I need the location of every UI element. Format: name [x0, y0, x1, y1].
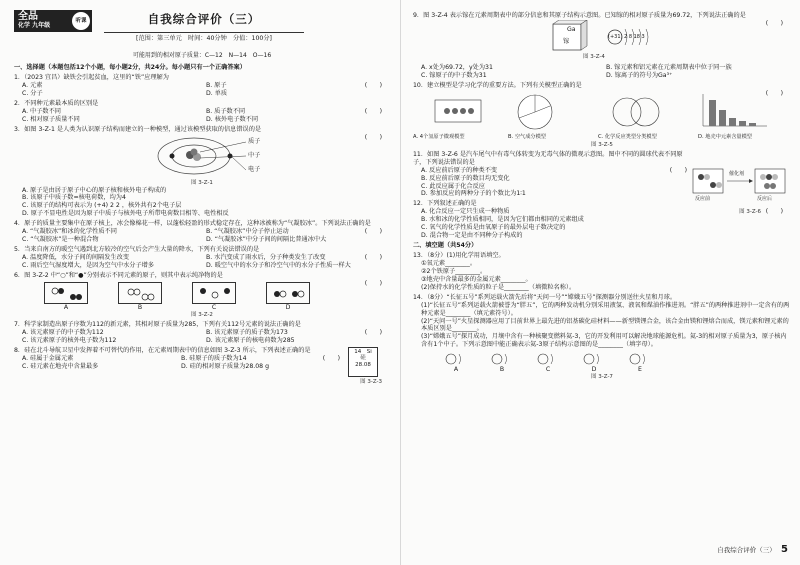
model-label-d: D. 地壳中元素含量模型: [698, 133, 752, 140]
question-5: 5．当来自南方的暖空气遇到北方较冷的空气后会产生大量的降水，下列有关说法错误的是 ( ) A. 温度降低，水分子间的间隔发生改变 B. 水汽变成了雨水后，分子种类发生了改变 C. 雨后空气湿度增大，是因为空气中水分子增多 D. 暖空气中的水分子和冷空气中的水分子性质一样大: [14, 246, 382, 269]
figure-caption-3z7: 图 3-Z-7: [591, 374, 613, 381]
model-label-b: B. 空气成分模型: [508, 133, 546, 140]
question-6: 6．图 3-Z-2 中“○”和“●”分别表示不同元素的原子，则其中表示纯净物的是 ( ) A B C D 图 3-Z-2: [14, 272, 390, 319]
question-3: 3．如图 3-Z-1 是人类为认识原子结构而建立的一种模型，通过该模型获取的信息错误的是 ( ) 质子 中子 电子 图 3-Z-1 A. 原子是由居于原子中心的原子核和核外电子构成的 B. 该原子中质子数=核电荷数，均为4 C. 该原子的结构可表示为 (+4) 2 2 ，核外共有2个电子层 D. 原子不显电性是因为原子中质子与核外电子所带电荷数目相等、电性相反: [14, 126, 390, 219]
exam-meta: [范围：第三单元 时间：40分钟 分值：100分]: [104, 32, 304, 43]
question-2: 2．不同种元素最本质的区别是 ( ) A. 中子数不同 B. 质子数不同 C. 相对原子质量不同 D. 核外电子数不同: [14, 99, 382, 123]
figure-caption-3z4: 图 3-Z-4: [583, 53, 605, 60]
page-header: [14, 10, 390, 44]
q14-item-3[interactable]: (3)“嫦娥五号”探月成功，月壤中含有一种核聚变燃料氦-3，它的开发利用可以解决地球能源危机。氦-3的相对原子质量为3，原子核内含有1个中子。下列示意图中能正确表示氦-3原子结构示意图的是________（填字母）。: [421, 333, 787, 349]
question-1: 1．（2023 宜昌）缺铁会引起贫血，这里的“铁”应理解为 ( ) A. 元素 B. 原子 C. 分子 D. 单质: [14, 73, 382, 97]
atom-option-b[interactable]: B: [489, 352, 515, 374]
question-10: 10．建立模型是学习化学的重要方法。下列有关模型正确的是 ( ) A. 4个氢原子微观模型 B. 空气成分模型 C. 化学反应类型分类模型 D. 地壳中元素含量模型 图 3-Z-5: [413, 82, 791, 149]
figure-caption-3z2: 图 3-Z-2: [191, 311, 213, 318]
atomic-mass-note: 可能用到的相对原子质量：C—12 N—14 O—16: [132, 52, 272, 59]
ga-name: 镓: [563, 37, 570, 45]
right-column: [413, 10, 791, 381]
atom-option-e[interactable]: E: [627, 352, 653, 374]
question-14: 14．（8分）“长征五号”系列运载火箭先后将“天问一号”“嫦娥五号”探测器分别送往火星和月球。 (1)“长征五号”系列运载火箭被誉为“胖五”，它的两种发动机分别采用液氢、液氧和煤油作推进剂。“胖五”的两种推进剂中一定含有的两种元素是________（填元素符号）。 (2)“天问一号”火星探测器应用了目前世界上最先进的铝基碳化硅材料——新型镁锂合金，该合金由镁和锂熔合而成，镁元素和锂元素的本质区别是________。 (3)“嫦娥五号”探月成功，月壤中含有一种核聚变燃料氦-3，它的开发利用可以解决地球能源危机。氦-3的相对原子质量为3，原子核内含有1个中子。下列示意图中能正确表示氦-3原子结构示意图的是________（填字母）。 A B C D E 图 3-Z-7: [413, 293, 790, 381]
label-neutron: 中子: [248, 151, 261, 159]
atom-option-a[interactable]: A: [443, 352, 469, 374]
q13-item-1[interactable]: ①氧元素________。: [421, 259, 477, 267]
section-heading-choice: 一、选择题（本题包括12个小题，每小题2分，共24分。每小题只有一个正确答案）: [14, 64, 246, 71]
ga-config: (+31) 2 8 18 3: [608, 33, 645, 40]
question-4: 4．原子的质量主要集中在原子核上，冰会像棉花一样，以蓬松轻盈的形式稳定存在，这种冰被称为“气凝胶冰”。下列说法正确的是 ( ) A. “气凝胶冰”和冰的化学性质不同 B. “气凝胶冰”中分子停止运动 C. “气凝胶冰”是一种混合物 D. “气凝胶冰”中分子间的间隔比普通冰中大: [14, 220, 382, 244]
gallium-figure: [413, 20, 791, 64]
question-7: 7．科学家制造出原子序数为112的新元素，其相对原子质量为285，下列有关112号元素的说法正确的是 ( ) A. 该元素原子的中子数为112 B. 该元素原子的质子数为173 C. 该元素原子的核外电子数为112 D. 该元素原子的核电荷数为285: [14, 320, 382, 344]
figure-caption-3z6: 图 3-Z-6: [739, 208, 761, 215]
q14-item-1[interactable]: (1)“长征五号”系列运载火箭被誉为“胖五”，它的两种发动机分别采用液氢、液氧和煤油作推进剂。“胖五”的两种推进剂中一定含有的两种元素是________（填元素符号）。: [421, 301, 790, 317]
brand-main: 全品: [18, 11, 38, 22]
brand-sub: 化学 九年级: [18, 22, 51, 29]
helium-structure-options: [413, 352, 791, 374]
question-13: 13．（8分）(1)用化学用语填空。 ①氧元素________。 ②2个铁原子________。 ③地壳中含量最多的金属元素________。 (2)保持水的化学性质的粒子是________（填微粒名称）。: [413, 252, 791, 292]
q13-item-2[interactable]: ②2个铁原子________。: [421, 267, 487, 275]
silicon-element-card: 14 Si 硅 28.08: [348, 347, 378, 377]
footer-label: 自我综合评价（三）: [717, 546, 773, 555]
page-number: 5: [781, 544, 788, 556]
right-page: [400, 0, 800, 565]
figure-caption-3z1: 图 3-Z-1: [191, 179, 213, 186]
particle-boxes: [14, 282, 390, 304]
label-after: 反应后: [757, 195, 773, 202]
model-label-c: C. 化学反应类型分类模型: [598, 133, 657, 140]
left-column: [14, 62, 390, 385]
atom-option-c[interactable]: C: [535, 352, 561, 374]
q14-item-2[interactable]: (2)“天问一号”火星探测器应用了目前世界上最先进的铝基碳化硅材料——新型镁锂合金，该合金由镁和锂熔合而成，镁元素和锂元素的本质区别是________。: [421, 317, 789, 333]
model-label-a: A. 4个氢原子微观模型: [413, 133, 465, 140]
label-proton: 质子: [248, 137, 261, 145]
q13-item-3[interactable]: ③地壳中含量最多的金属元素________。: [421, 275, 532, 283]
models-figure: [413, 90, 791, 142]
question-11: 11．如图 3-Z-6 是汽车尾气中有毒气体转变为无毒气体的微观示意图。图中不同的圆球代表不同原子，下列说法错误的是 ( ) A. 反应前后原子的种类不变 B. 反应前后原子的数目均无变化 C. 此反应属于化合反应 D. 参加反应的两种分子的个数比为1∶1 催化剂 反应前 反应后 图 3-Z-6: [413, 151, 791, 199]
question-9: 9．图 3-Z-4 表示镓在元素周期表中的部分信息和其原子结构示意图。已知镓的相对原子质量为69.72，下列说法正确的是 ( ) Ga 镓 (+31) 2 8 18 3 图 3-Z-4 A. x处为69.72，y处为31 B. 镓元素和铝元素在元素周期表中位于同一族 C. 镓原子的中子数为31 D. 镓离子的符号为Ga³⁺: [413, 12, 791, 80]
atom-option-d[interactable]: D: [581, 352, 607, 374]
page-title: 自我综合评价（三）: [147, 12, 261, 26]
brand-logo: [14, 10, 92, 32]
page-footer: [717, 544, 788, 557]
figure-caption-3z5: 图 3-Z-5: [591, 141, 613, 148]
label-before: 反应前: [695, 195, 711, 202]
question-8: 8．硅在北斗导航卫星中发挥着不可替代的作用，在元素周期表中的信息如图 3-Z-3 所示，下列表述正确的是 ( ) A. 硅属于金属元素 B. 硅原子的质子数为14 C. 硅元素在地壳中含量最多 D. 硅的相对原子质量为28.08 g 14 Si 硅 28.08 图 3-Z-3: [14, 346, 382, 385]
label-electron: 电子: [248, 165, 261, 173]
q13-item-4[interactable]: (2)保持水的化学性质的粒子是________（填微粒名称）。: [421, 283, 576, 291]
figure-caption-3z3: 图 3-Z-3: [360, 378, 382, 385]
section-heading-fill: 二、填空题（共54分）: [413, 242, 478, 250]
label-catalyst: 催化剂: [729, 170, 745, 177]
brand-badge: 听课: [72, 12, 90, 30]
question-12: 12．下列叙述正确的是 ( ) A. 化合反应一定只生成一种物质 B. 水和冰的化学性质相同，是因为它们都由相同的元素组成 C. 氧气的化学性质是由氧原子的最外层电子数决定的 D. 混合物一定是由不同种分子构成的: [413, 200, 783, 240]
atom-model-figure: [14, 134, 390, 180]
ga-symbol: Ga: [567, 25, 576, 33]
